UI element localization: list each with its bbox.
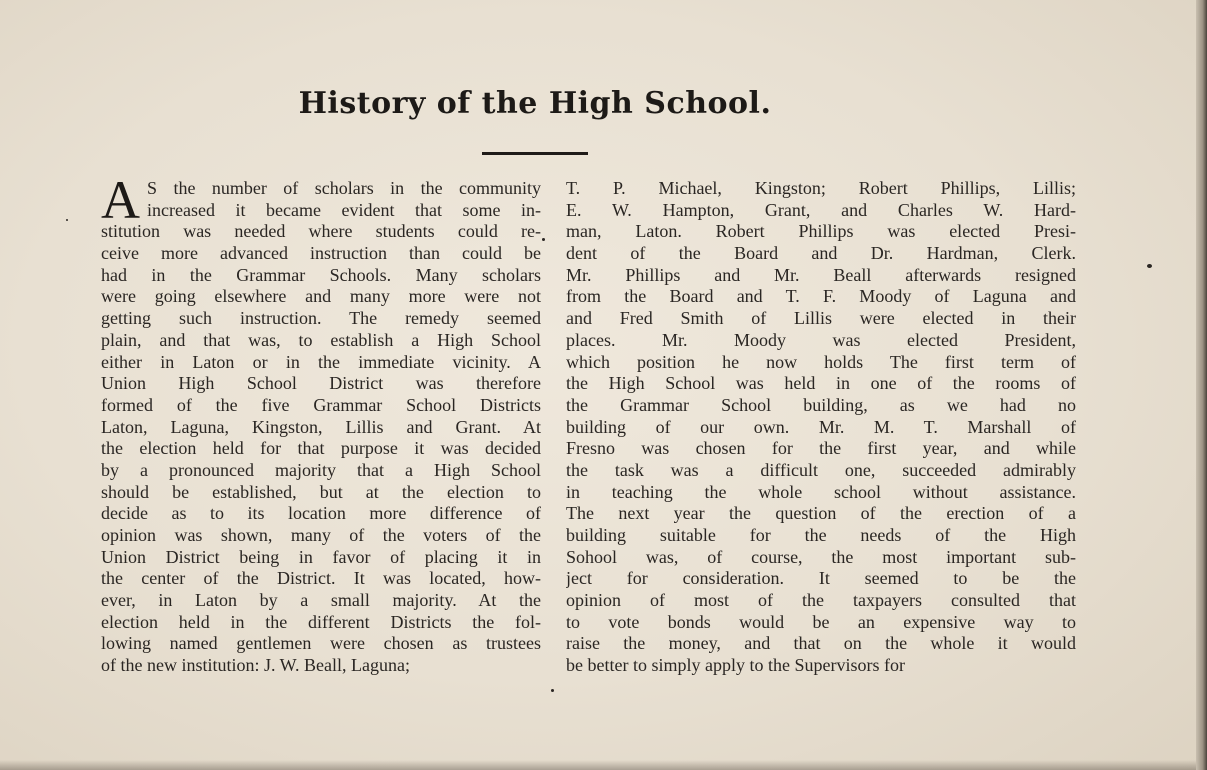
left-column-line: ever, in Laton by a small majority. At the (101, 590, 541, 611)
left-column-line: stitution was needed where students could re- (101, 221, 541, 242)
right-column-line: E. W. Hampton, Grant, and Charles W. Hard- (566, 199, 1076, 220)
left-column-line: formed of the five Grammar School Districts (101, 394, 541, 415)
page-title: History of the High School. (298, 86, 772, 121)
left-column-line: plain, and that was, to establish a High School (101, 329, 541, 350)
right-column-line: be better to simply apply to the Supervisors for (566, 655, 905, 676)
right-column-line: from the Board and T. F. Moody of Laguna and (566, 286, 1076, 307)
right-column-line: The next year the question of the erection of a (566, 503, 1076, 524)
right-column-line: ject for consideration. It seemed to be the (566, 568, 1076, 589)
right-column-line: which position he now holds The first term of (566, 351, 1076, 372)
right-column-line: opinion of most of the taxpayers consulted that (566, 590, 1076, 611)
left-column-line: ceive more advanced instruction than could be (101, 243, 541, 264)
left-column-line: increased it became evident that some in- (147, 199, 541, 220)
right-column-line: building of our own. Mr. M. T. Marshall of (566, 416, 1076, 437)
left-column-line: opinion was shown, many of the voters of the (101, 525, 541, 545)
left-column-line: should be established, but at the election to (101, 481, 541, 502)
right-column-line: the task was a difficult one, succeeded admirably (566, 459, 1076, 480)
page-edge (1196, 0, 1207, 770)
right-column-line: and Fred Smith of Lillis were elected in their (566, 308, 1076, 329)
left-column-line: by a pronounced majority that a High School (101, 459, 541, 480)
right-column-line: the High School was held in one of the rooms of (566, 373, 1076, 394)
paper-speck (66, 219, 68, 221)
page-bottom-shadow (0, 760, 1196, 770)
right-column-line: places. Mr. Moody was elected President, (566, 329, 1076, 350)
left-column-line: the center of the District. It was located, how- (101, 568, 541, 589)
right-column-line: Sohool was, of course, the most important sub- (566, 546, 1076, 567)
right-column-line: Mr. Phillips and Mr. Beall afterwards resigned (566, 264, 1076, 285)
paper-speck (1147, 264, 1152, 268)
left-column-line: Laton, Laguna, Kingston, Lillis and Grant. At (101, 416, 541, 437)
paper-speck (551, 689, 554, 692)
left-column-line: of the new institution: J. W. Beall, Laguna; (101, 655, 410, 676)
left-column-line: S the number of scholars in the community (147, 178, 541, 198)
left-column-line: the election held for that purpose it was decided (101, 438, 541, 459)
left-column-line: were going elsewhere and many more were not (101, 286, 541, 307)
right-column (566, 178, 1076, 677)
left-column-line: getting such instruction. The remedy seemed (101, 308, 541, 329)
left-column-line: Union District being in favor of placing it in (101, 546, 541, 567)
right-column-line: the Grammar School building, as we had no (566, 394, 1076, 415)
left-column-line: had in the Grammar Schools. Many scholars (101, 264, 541, 285)
right-column-line: man, Laton. Robert Phillips was elected Presi- (566, 221, 1076, 242)
left-column (101, 170, 541, 677)
right-column-line: raise the money, and that on the whole it would (566, 633, 1076, 654)
title-rule (482, 152, 588, 155)
paper-speck (542, 238, 545, 241)
left-column-line: election held in the different Districts the fol- (101, 611, 541, 632)
right-column-line: Fresno was chosen for the first year, and while (566, 438, 1076, 459)
left-column-line: either in Laton or in the immediate vicinity. A (101, 351, 541, 372)
right-column-line: to vote bonds would be an expensive way to (566, 611, 1076, 632)
right-column-line: dent of the Board and Dr. Hardman, Clerk. (566, 243, 1076, 264)
drop-cap: A (101, 170, 140, 230)
left-column-line: decide as to its location more difference of (101, 503, 541, 524)
left-column-line: lowing named gentlemen were chosen as trustees (101, 633, 541, 654)
right-column-line: in teaching the whole school without assistance. (566, 481, 1076, 502)
right-column-line: T. P. Michael, Kingston; Robert Phillips, Lillis; (566, 178, 1076, 198)
left-column-line: Union High School District was therefore (101, 373, 541, 394)
right-column-line: building suitable for the needs of the High (566, 525, 1076, 545)
